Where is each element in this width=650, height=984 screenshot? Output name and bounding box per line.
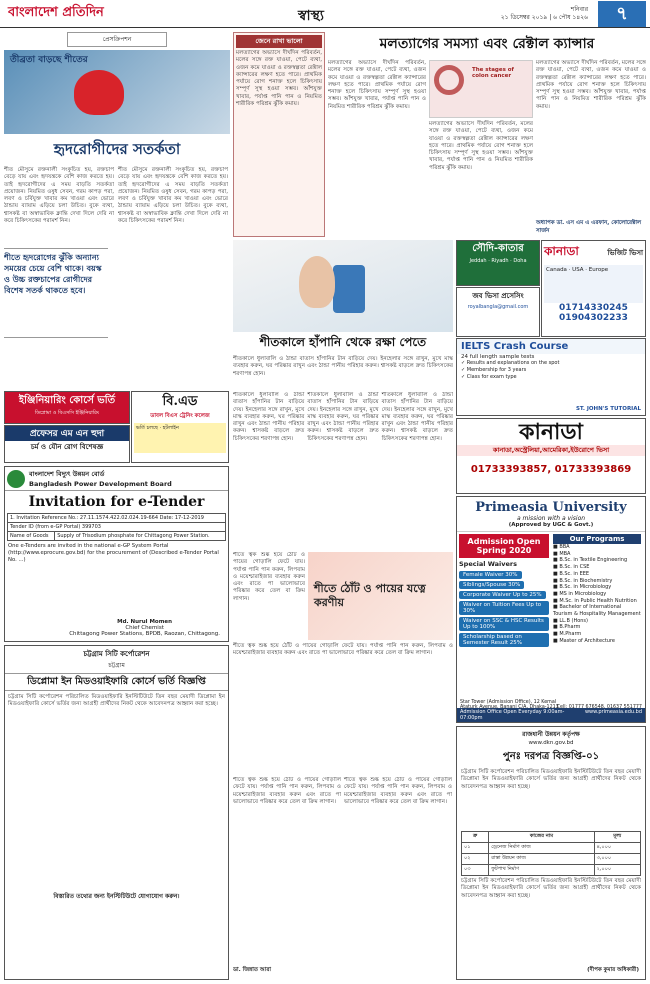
- program-item: ■ MBA: [553, 550, 571, 557]
- dhaka-tender: রাজধানী উন্নয়ন কর্তৃপক্ষ www.dkn.gov.bd পুনঃ দরপত্র বিজ্ঞপ্তি-০১ চট্টগ্রাম সিটি কর্পোরেশন পরিচালিত মিডওয়াইফারি ইনস্টিটিউটে তিন বছর মেয়াদী ডিপ্লোমা ইন মিডওয়াইফারি কোর্সে ভর্তির জন্য আগ্রহী প্রার্থীদের নিকট থেকে আবেদনপত্র আহ্বান করা হচ্ছে। ক্র কাজের নাম মূল্য ০১ ড্রেনেজ নির্মাণ কাজ ৪,০০০ ০২ রাস্তা উন্নয়ন কাজ ৩,০০০ ০৩ ফুটপাথ নির্মাণ ২,০০০ চট্টগ্রাম সিটি কর্পোরেশন পরিচালিত মিডওয়াইফারি ইনস্টিটিউটে তিন বছর মেয়াদী ডিপ্লোমা ইন মিডওয়াইফারি কোর্সে ভর্তির জন্য আগ্রহী প্রার্থীদের নিকট থেকে আবেদনপত্র আহ্বান করা হচ্ছে। (দীপক কুমার অধিকারী): [456, 726, 646, 980]
- canada-visit-ad: কানাডা ভিজিট ভিসা Canada · USA · Europe 01714330245 01904302233: [541, 240, 646, 337]
- job-visa-ad: জব ভিসা প্রসেসিং royalbangla@gmail.com: [456, 287, 540, 337]
- university-ad: Primeasia University a mission with a vision (Approved by UGC & Govt.) Admission Open Spring 2020 Special Waivers Female Waiver 30%Siblings/Spouse 30%Corporate Waiver Up to 25%Waiver on Tuition Fees Up to 30%Waiver on SSC & HSC Results Up to 100%Scholarship based on Semester Result 25% Our Programs ■ BBA ■ MBA ■ B.Sc. in Textile Engineering ■ B.Sc. in CSE ■ B.Sc. in EEE ■ B.Sc. in Biochemistry ■ B.Sc. in Microbiology ■ MS in Microbiology ■ M.Sc. in Public Health Nutrition ■ Bachelor of International Tourism & Hospitality Management ■ LL.B (Hons) ■ B.Pharm ■ M.Pharm ■ Master of Architecture Admission Office Open Everyday 9:00am-07:00pm www.primeasia.edu.bd Star Tower (Admission Office), 12 Kemal Ataturk Avenue, Banani C/A, Dhaka-1213 Cell: 01777 676548, 01637 551777: [456, 496, 646, 723]
- colon-headline: মলত্যাগের সমস্যা এবং রেক্টাল ক্যান্সার: [379, 36, 595, 52]
- issue-date: শনিবার ২১ ডিসেম্বর ২০১৯ | ৬ পৌষ ১৪২৬: [500, 6, 588, 21]
- program-item: ■ B.Sc. in Textile Engineering: [553, 557, 628, 564]
- colon-article: মলত্যাগের সমস্যা এবং রেক্টাল ক্যান্সার মলত্যাগের অভ্যাসে দীর্ঘদিন পরিবর্তন, মলের সঙ্গে রক্ত যাওয়া, পেটে ব্যথা, ওজন কমে যাওয়া ও রক্তস্বল্পতা রেক্টাল ক্যান্সারের লক্ষণ হতে পারে। প্রাথমিক পর্যায়ে রোগ শনাক্ত হলে চিকিৎসায় সম্পূর্ণ সুস্থ হওয়া সম্ভব। আঁশযুক্ত খাবার, পর্যাপ্ত পানি পান ও নিয়মিত শারীরিক পরিশ্রম ঝুঁকি কমায়। The stages of colon cancer মলত্যাগের অভ্যাসে দীর্ঘদিন পরিবর্তন, মলের সঙ্গে রক্ত যাওয়া, পেটে ব্যথা, ওজন কমে যাওয়া ও রক্তস্বল্পতা রেক্টাল ক্যান্সারের লক্ষণ হতে পারে। প্রাথমিক পর্যায়ে রোগ শনাক্ত হলে চিকিৎসায় সম্পূর্ণ সুস্থ হওয়া সম্ভব। আঁশযুক্ত খাবার, পর্যাপ্ত পানি পান ও নিয়মিত শারীরিক পরিশ্রম ঝুঁকি কমায়। মলত্যাগের অভ্যাসে দীর্ঘদিন পরিবর্তন, মলের সঙ্গে রক্ত যাওয়া, পেটে ব্যথা, ওজন কমে যাওয়া ও রক্তস্বল্পতা রেক্টাল ক্যান্সারের লক্ষণ হতে পারে। প্রাথমিক পর্যায়ে রোগ শনাক্ত হলে চিকিৎসায় সম্পূর্ণ সুস্থ হওয়া সম্ভব। আঁশযুক্ত খাবার, পর্যাপ্ত পানি পান ও নিয়মিত শারীরিক পরিশ্রম ঝুঁকি কমায়। অধ্যাপক ডা. এস এম এ এরফান, কোলোরেক্টাল সার্জন: [328, 32, 646, 237]
- section-tag: প্রেসক্রিপশন: [67, 32, 167, 47]
- heart-shape-icon: [74, 70, 124, 115]
- canada-visa-ad: কানাডা কানাডা,অস্ট্রেলিয়া,আমেরিকা,ইউরোপে ভিসা 01733393857, 01733393869: [456, 418, 646, 494]
- lips-image: শীতে ঠোঁট ও পায়ের যত্নে করণীয়: [308, 552, 453, 640]
- program-item: ■ B.Sc. in EEE: [553, 570, 590, 577]
- asthma-body-columns: শীতকালে ধুলাবালি ও ঠান্ডা বাতাস হাঁপানির টান বাড়িয়ে দেয়। ইনহেলার সঙ্গে রাখুন, মুখে মাস্ক ব্যবহার করুন, ঘর পরিষ্কার রাখুন এবং ঠান্ডা পানীয় পরিহার করুন। শ্বাসকষ্ট বাড়লে দ্রুত চিকিৎসকের শরণাপন্ন হোন। শীতকালে ধুলাবালি ও ঠান্ডা বাতাস হাঁপানির টান বাড়িয়ে দেয়। ইনহেলার সঙ্গে রাখুন, মুখে মাস্ক ব্যবহার করুন, ঘর পরিষ্কার রাখুন এবং ঠান্ডা পানীয় পরিহার করুন। শ্বাসকষ্ট বাড়লে দ্রুত চিকিৎসকের শরণাপন্ন হোন। শীতকালে ধুলাবালি ও ঠান্ডা বাতাস হাঁপানির টান বাড়িয়ে দেয়। ইনহেলার সঙ্গে রাখুন, মুখে মাস্ক ব্যবহার করুন, ঘর পরিষ্কার রাখুন এবং ঠান্ডা পানীয় পরিহার করুন। শ্বাসকষ্ট বাড়লে দ্রুত চিকিৎসকের শরণাপন্ন হোন।: [233, 392, 453, 442]
- page-header: [0, 0, 650, 28]
- dhaka-table: ক্র কাজের নাম মূল্য ০১ ড্রেনেজ নির্মাণ কাজ ৪,০০০ ০২ রাস্তা উন্নয়ন কাজ ৩,০০০ ০৩ ফুটপাথ নির্মাণ ২,০০০: [461, 831, 641, 876]
- section-title: স্বাস্থ্য: [298, 8, 324, 24]
- waiver-item: Waiver on SSC & HSC Results Up to 100%: [459, 617, 549, 631]
- waiver-item: Female Waiver 30%: [459, 571, 522, 579]
- program-item: ■ B.Sc. in CSE: [553, 564, 590, 571]
- ielts-ad: IELTS Crash Course 24 full length sample tests ✓ Results and explanations on the spot ✓ Membership for 3 years ✓ Class for exam type ST. JOHN'S TUTORIAL: [456, 338, 646, 416]
- heart-quote: শীতে হৃদরোগের ঝুঁকি অন্যান্য সময়ের চেয়ে বেশি থাকে। বয়স্ক ও উচ্চ রক্তচাপের রোগীদের বিশেষ সতর্ক থাকতে হবে।: [4, 248, 108, 338]
- waiver-item: Siblings/Spouse 30%: [459, 581, 524, 589]
- program-item: ■ B.Sc. in Biochemistry: [553, 577, 613, 584]
- inhaler-icon: [333, 265, 365, 313]
- heart-body: শীত মৌসুমে রক্তনালী সংকুচিত হয়, রক্তচাপ বেড়ে যায় এবং হৃদযন্ত্রকে বেশি কাজ করতে হয়। তাই হৃদরোগীদের এ সময় বাড়তি সতর্কতা প্রয়োজন। নিয়মিত ওষুধ সেবন, গরম কাপড় পরা, লবণ ও চর্বিযুক্ত খাবার কম খাওয়া এবং ভোরে ঠান্ডায় ব্যায়াম এড়িয়ে চলা উচিত। বুকে ব্যথা, শ্বাসকষ্ট বা অস্বাভাবিক ক্লান্তি দেখা দিলে দেরি না করে চিকিৎসকের পরামর্শ নিন।: [4, 167, 114, 225]
- doctor-ad: প্রফেসর এম এন হুদা চর্ম ও যৌন রোগ বিশেষজ্ঞ: [4, 425, 130, 463]
- program-item: ■ Bachelor of International Tourism & Hospitality Management: [553, 604, 641, 618]
- colon-image: The stages of colon cancer: [429, 60, 533, 118]
- midwifery-notice: চট্টগ্রাম সিটি কর্পোরেশন চট্টগ্রাম ডিপ্লোমা ইন মিডওয়াইফারি কোর্সে ভর্তি বিজ্ঞপ্তি চট্টগ্রাম সিটি কর্পোরেশন পরিচালিত মিডওয়াইফারি ইনস্টিটিউটে তিন বছর মেয়াদী ডিপ্লোমা ইন মিডওয়াইফারি কোর্সে ভর্তির জন্য আগ্রহী প্রার্থীদের নিকট থেকে আবেদনপত্র আহ্বান করা হচ্ছে। বিস্তারিত তথ্যের জন্য ইনস্টিটিউটে যোগাযোগ করুন।: [4, 645, 229, 980]
- stethoscope-image: তীব্রতা বাড়ছে শীতের: [4, 50, 230, 134]
- engineering-ad: ইঞ্জিনিয়ারিং কোর্সে ভর্তি ডিপ্লোমা ও বিএসসি ইঞ্জিনিয়ারিং: [4, 391, 130, 424]
- waiver-item: Scholarship based on Semester Result 25%: [459, 633, 549, 647]
- inhaler-image: [233, 240, 453, 332]
- waiver-list: [459, 570, 549, 648]
- saudi-ad: সৌদি-কাতার Jeddah · Riyadh · Doha: [456, 240, 540, 286]
- newspaper-logo: বাংলাদেশ প্রতিদিন: [8, 5, 104, 20]
- info-box: জেনে রাখা ভালো মলত্যাগের অভ্যাসে দীর্ঘদিন পরিবর্তন, মলের সঙ্গে রক্ত যাওয়া, পেটে ব্যথা, ওজন কমে যাওয়া ও রক্তস্বল্পতা রেক্টাল ক্যান্সারের লক্ষণ হতে পারে। প্রাথমিক পর্যায়ে রোগ শনাক্ত হলে চিকিৎসায় সম্পূর্ণ সুস্থ হওয়া সম্ভব। আঁশযুক্ত খাবার, পর্যাপ্ত পানি পান ও নিয়মিত শারীরিক পরিশ্রম ঝুঁকি কমায়।: [233, 32, 325, 237]
- bpdb-tender: বাংলাদেশ বিদ্যুৎ উন্নয়ন বোর্ড Bangladesh Power Development Board Invitation for e-Tender 1. Invitation Reference No.: 27.11.1574.422.02.024.19-664 Date: 17-12-2019 Tender ID (from e-GP Portal) 399703 Name of Goods Supply of Trisodium phosphate for Chittagong Power Station. One e-Tenders are invited in the national e-GP System Portal (http://www.eprocure.gov.bd) for the procurement of (Described e-Tender Portal No. ...) Md. Nurul Momen Chief Chemist Chittagong Power Stations, BPDB, Raozan, Chittagong.: [4, 466, 229, 642]
- lips-article-cont: শীতে ত্বক শুষ্ক হয়ে ঠোঁট ও পায়ের গোড়ালি ফেটে যায়। পর্যাপ্ত পানি পান করুন, লিপবাম ও ময়েশ্চারাইজার ব্যবহার করুন এবং রাতে পা ভালোভাবে পরিষ্কার করে তেল বা ক্রিম লাগান। শীতে ত্বক শুষ্ক হয়ে ঠোঁট ও পায়ের গোড়ালি ফেটে যায়। পর্যাপ্ত পানি পান করুন, লিপবাম ও ময়েশ্চারাইজার ব্যবহার করুন এবং রাতে পা ভালোভাবে পরিষ্কার করে তেল বা ক্রিম লাগান। ডা. জিন্নাত আরা: [233, 777, 452, 973]
- program-list: [553, 544, 641, 645]
- page-number: ৭: [598, 1, 646, 27]
- waiver-item: Waiver on Tuition Fees Up to 30%: [459, 601, 549, 615]
- bpdb-logo-icon: [7, 470, 25, 488]
- heart-body-2: শীত মৌসুমে রক্তনালী সংকুচিত হয়, রক্তচাপ বেড়ে যায় এবং হৃদযন্ত্রকে বেশি কাজ করতে হয়। তাই হৃদরোগীদের এ সময় বাড়তি সতর্কতা প্রয়োজন। নিয়মিত ওষুধ সেবন, গরম কাপড় পরা, লবণ ও চর্বিযুক্ত খাবার কম খাওয়া এবং ভোরে ঠান্ডায় ব্যায়াম এড়িয়ে চলা উচিত। বুকে ব্যথা, শ্বাসকষ্ট বা অস্বাভাবিক ক্লান্তি দেখা দিলে দেরি না করে চিকিৎসকের পরামর্শ নিন।: [118, 167, 228, 225]
- asthma-article: শীতকালে হাঁপানি থেকে রক্ষা পেতে শীতকালে ধুলাবালি ও ঠান্ডা বাতাস হাঁপানির টান বাড়িয়ে দেয়। ইনহেলার সঙ্গে রাখুন, মুখে মাস্ক ব্যবহার করুন, ঘর পরিষ্কার রাখুন এবং ঠান্ডা পানীয় পরিহার করুন। শ্বাসকষ্ট বাড়লে দ্রুত চিকিৎসকের শরণাপন্ন হোন।: [233, 240, 453, 390]
- program-item: ■ LL.B (Hons): [553, 617, 588, 624]
- lips-article: শীতে ত্বক শুষ্ক হয়ে ঠোঁট ও পায়ের গোড়ালি ফেটে যায়। পর্যাপ্ত পানি পান করুন, লিপবাম ও ময়েশ্চারাইজার ব্যবহার করুন এবং রাতে পা ভালোভাবে পরিষ্কার করে তেল বা ক্রিম লাগান। শীতে ঠোঁট ও পায়ের যত্নে করণীয় শীতে ত্বক শুষ্ক হয়ে ঠোঁট ও পায়ের গোড়ালি ফেটে যায়। পর্যাপ্ত পানি পান করুন, লিপবাম ও ময়েশ্চারাইজার ব্যবহার করুন এবং রাতে পা ভালোভাবে পরিষ্কার করে তেল বা ক্রিম লাগান।: [233, 552, 453, 657]
- program-item: ■ Master of Architecture: [553, 637, 615, 644]
- program-item: ■ B.Sc. in Microbiology: [553, 584, 612, 591]
- program-item: ■ MS in Microbiology: [553, 590, 607, 597]
- program-item: ■ BBA: [553, 544, 570, 550]
- waiver-item: Corporate Waiver Up to 25%: [459, 591, 546, 599]
- bed-ad: বি.এড ডাবল বিএস ট্রেনিং কলেজ ভর্তি চলছে · হটলাইন: [131, 391, 229, 463]
- heart-headline: হৃদরোগীদের সতর্কতা: [53, 140, 181, 158]
- asthma-headline: শীতকালে হাঁপানি থেকে রক্ষা পেতে: [259, 335, 427, 349]
- program-item: ■ M.Sc. in Public Health Nutrition: [553, 597, 637, 604]
- program-item: ■ M.Pharm: [553, 631, 582, 638]
- program-item: ■ B.Pharm: [553, 624, 581, 631]
